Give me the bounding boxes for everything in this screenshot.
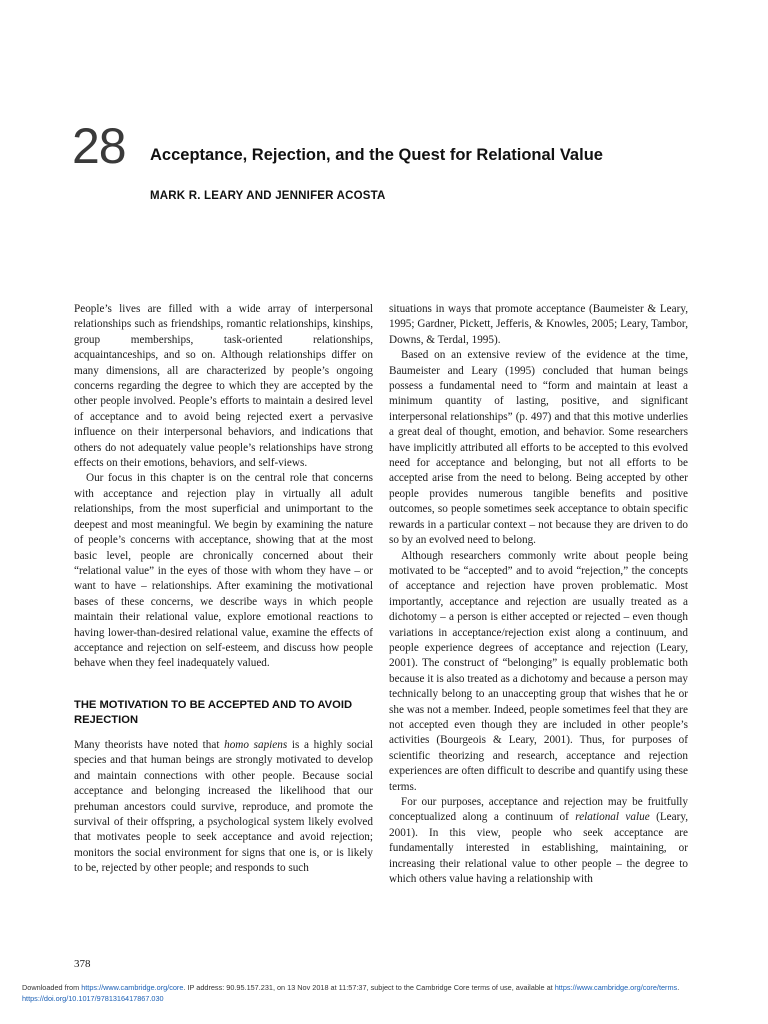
- download-footer: [22, 982, 752, 1004]
- paragraph: People’s lives are filled with a wide array of interpersonal relationships such as friendships, romantic relationships, kinships, group memberships, task-oriented relationships, acquaintanceships, and so on. Although relationships differ on many dimensions, all are characterized by people’s ongoing concerns regarding the degree to which they are accepted by the other people involved. People’s efforts to maintain a desired level of acceptance and to avoid being rejected exert a pervasive influence on their interpersonal behaviors, and indications that others do not adequately value people’s relationships have strong effects on their emotions, behaviors, and self-views.: [74, 303, 373, 470]
- footer-text: Downloaded from: [22, 983, 82, 992]
- italic-term: homo sapiens: [224, 738, 288, 751]
- right-column: [389, 302, 688, 887]
- section-heading: THE MOTIVATION TO BE ACCEPTED AND TO AVOID REJECTION: [74, 698, 353, 727]
- chapter-number: 28: [72, 118, 126, 174]
- page-number: 378: [74, 958, 91, 970]
- text-run: Many theorists have noted that: [74, 738, 225, 751]
- core-link[interactable]: https://www.cambridge.org/core: [81, 983, 184, 992]
- terms-link[interactable]: https://www.cambridge.org/core/terms: [554, 983, 678, 992]
- left-column: [74, 302, 373, 877]
- paragraph: [389, 795, 688, 887]
- doi-link[interactable]: https://doi.org/10.1017/9781316417867.030: [22, 994, 164, 1003]
- paragraph: Based on an extensive review of the evidence at the time, Baumeister and Leary (1995) concluded that human beings possess a fundamental need to “form and maintain at least a minimum quantity of lasting, positive, and significant interpersonal relationships” (p. 497) and that this motive underlies a great deal of thought, emotion, and behavior. Some researchers have implicitly attributed all efforts to be accepted to this evolved need for acceptance and belonging, but not all efforts to be accepted arise from the need to belong. Being accepted by other people provides numerous tangible benefits and positive outcomes, so people sometimes seek acceptance to obtain specific rewards in a particular context – not because they are driven to do so by an evolved need to belong.: [389, 349, 688, 547]
- footer-text: . IP address: 90.95.157.231, on 13 Nov 2018 at 11:57:37, subject to the Cambridge Core terms of use, available at: [183, 983, 555, 992]
- paragraph: Although researchers commonly write about people being motivated to be “accepted” and to avoid “rejection,” the concepts of acceptance and rejection have proven problematic. Most importantly, acceptance and rejection are usually treated as a dichotomy – a person is either accepted or rejected – even though variations in acceptance/rejection exist along a continuum, and people experience degrees of acceptance and rejection (Leary, 2001). The construct of “belonging” is equally problematic both because it is also treated as a dichotomy and because a person may technically belong to an unaccepting group that wishes that he or she was not a member. Indeed, people sometimes feel that they are not accepted even though they are included in other people’s activities (Bourgeois & Leary, 2001). Thus, for purposes of scientific theorizing and research, acceptance and rejection experiences are often difficult to describe and quantify using these terms.: [389, 549, 688, 793]
- chapter-authors: MARK R. LEARY AND JENNIFER ACOSTA: [150, 190, 386, 202]
- italic-term: relational value: [575, 811, 650, 824]
- text-run: (Leary, 2001). In this view, people who seek acceptance are fundamentally interested in establishing, maintaining, or increasing their relational value to other people – the degree to which others value having a relationship with: [389, 811, 688, 886]
- text-run: is a highly social species and that human beings are strongly motivated to develop and maintain connections with other people. Because social acceptance and belonging increased the likelihood that our prehuman ancestors could survive, reproduce, and promote the survival of their offspring, a psychological system likely evolved that motivates people to seek acceptance and avoid rejection; monitors the social environment for signs that one is, or is likely to be, rejected by other people; and responds to such: [74, 738, 373, 875]
- chapter-title: Acceptance, Rejection, and the Quest for Relational Value: [150, 146, 603, 164]
- footer-text: .: [677, 983, 680, 992]
- paragraph: situations in ways that promote acceptance (Baumeister & Leary, 1995; Gardner, Pickett, Jefferis, & Knowles, 2005; Leary, Tambor, Downs, & Terdal, 1995).: [389, 303, 688, 346]
- paragraph: [74, 738, 373, 877]
- paragraph: Our focus in this chapter is on the central role that concerns with acceptance and rejection play in virtually all adult relationships, from the most superficial and unimportant to the deepest and most meaningful. We begin by examining the nature of people’s concerns with acceptance, showing that at the most basic level, people are chronically concerned about their “relational value” in the eyes of those with whom they have – or want to have – relationships. After examining the motivational bases of these concerns, we describe ways in which people maintain their relational value, explore emotional reactions to having lower-than-desired relational value, examine the effects of acceptance and rejection on self-esteem, and discuss how people behave when they feel inadequately valued.: [74, 472, 373, 670]
- text-run: For our purposes, acceptance and rejection may be fruitfully conceptualized along a continuum of: [389, 796, 688, 824]
